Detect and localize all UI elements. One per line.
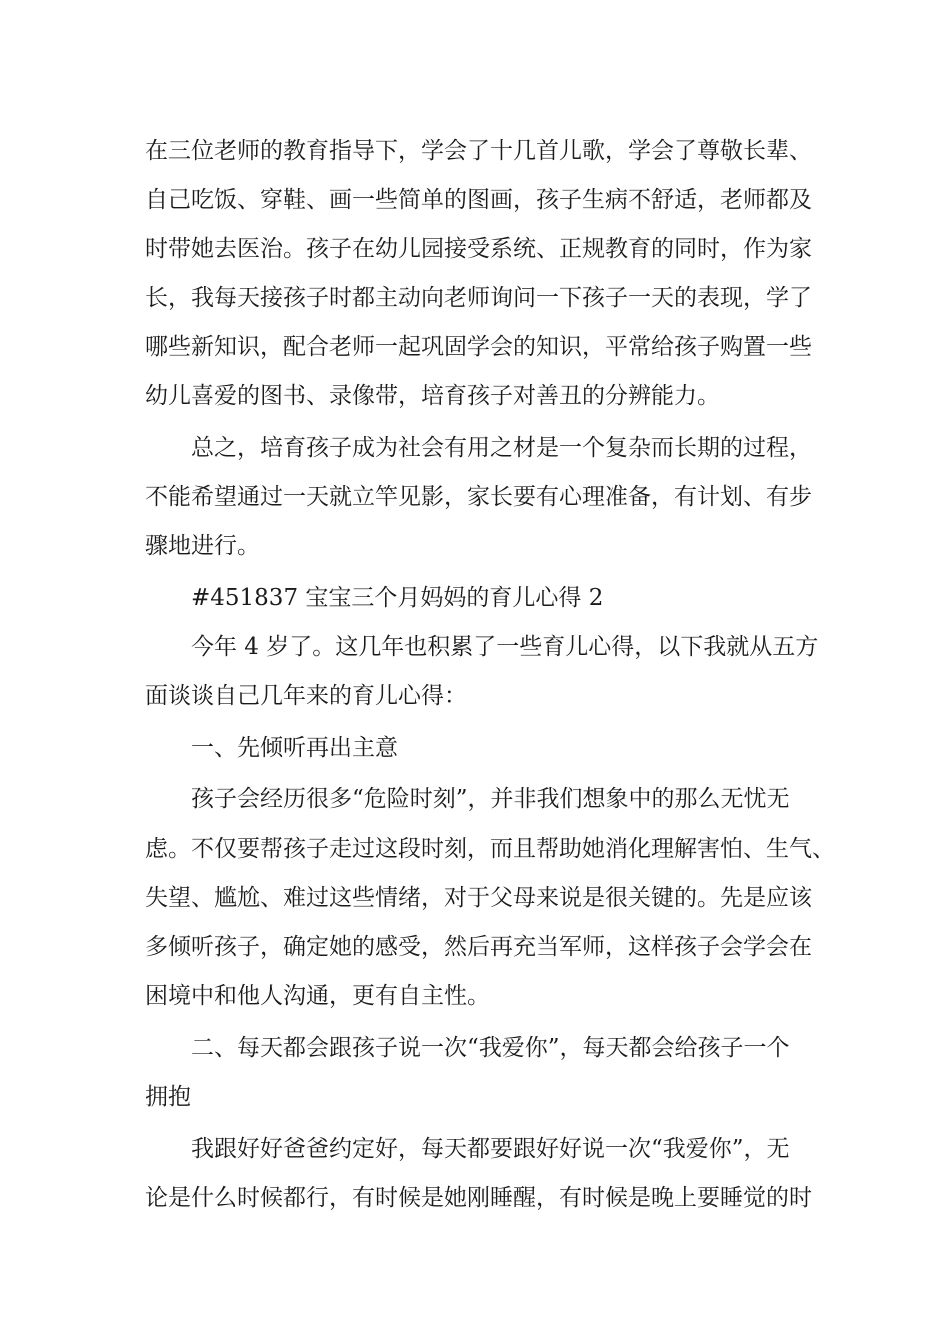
text-line: 骤地进行。: [145, 533, 260, 559]
subheading-continuation: 拥抱: [145, 1084, 191, 1110]
text-line: 论是什么时候都行，有时候是她刚睡醒，有时候是晚上要睡觉的时: [145, 1185, 812, 1211]
text-line: 不能希望通过一天就立竿见影，家长要有心理准备，有计划、有步: [145, 484, 812, 510]
text-line: 幼儿喜爱的图书、录像带，培育孩子对善丑的分辨能力。: [145, 383, 720, 409]
paragraph-start-line: 孩子会经历很多“危险时刻”，并非我们想象中的那么无忧无: [191, 786, 790, 812]
paragraph-start-line: 总之，培育孩子成为社会有用之材是一个复杂而长期的过程，: [191, 435, 812, 461]
subheading: 一、先倾听再出主意: [191, 735, 398, 761]
text-line: 长，我每天接孩子时都主动向老师询问一下孩子一天的表现，学了: [145, 285, 812, 311]
text-line: 困境中和他人沟通，更有自主性。: [145, 983, 490, 1009]
section-title: #451837 宝宝三个月妈妈的育儿心得 2: [191, 585, 604, 611]
paragraph-start-line: 今年 4 岁了。这几年也积累了一些育儿心得，以下我就从五方: [191, 634, 819, 660]
text-line: 时带她去医治。孩子在幼儿园接受系统、正规教育的同时，作为家: [145, 236, 812, 262]
text-line: 虑。不仅要帮孩子走过这段时刻，而且帮助她消化理解害怕、生气、: [145, 836, 835, 862]
subheading: 二、每天都会跟孩子说一次“我爱你”，每天都会给孩子一个: [191, 1035, 790, 1061]
paragraph-start-line: 我跟好好爸爸约定好，每天都要跟好好说一次“我爱你”，无: [191, 1136, 790, 1162]
text-line: 自己吃饭、穿鞋、画一些简单的图画，孩子生病不舒适，老师都及: [145, 187, 812, 213]
text-line: 多倾听孩子，确定她的感受，然后再充当军师，这样孩子会学会在: [145, 934, 812, 960]
text-line: 失望、尴尬、难过这些情绪，对于父母来说是很关键的。先是应该: [145, 885, 812, 911]
text-line: 在三位老师的教育指导下，学会了十几首儿歌，学会了尊敬长辈、: [145, 138, 812, 164]
text-line: 面谈谈自己几年来的育儿心得：: [145, 683, 467, 709]
text-line: 哪些新知识，配合老师一起巩固学会的知识，平常给孩子购置一些: [145, 334, 812, 360]
